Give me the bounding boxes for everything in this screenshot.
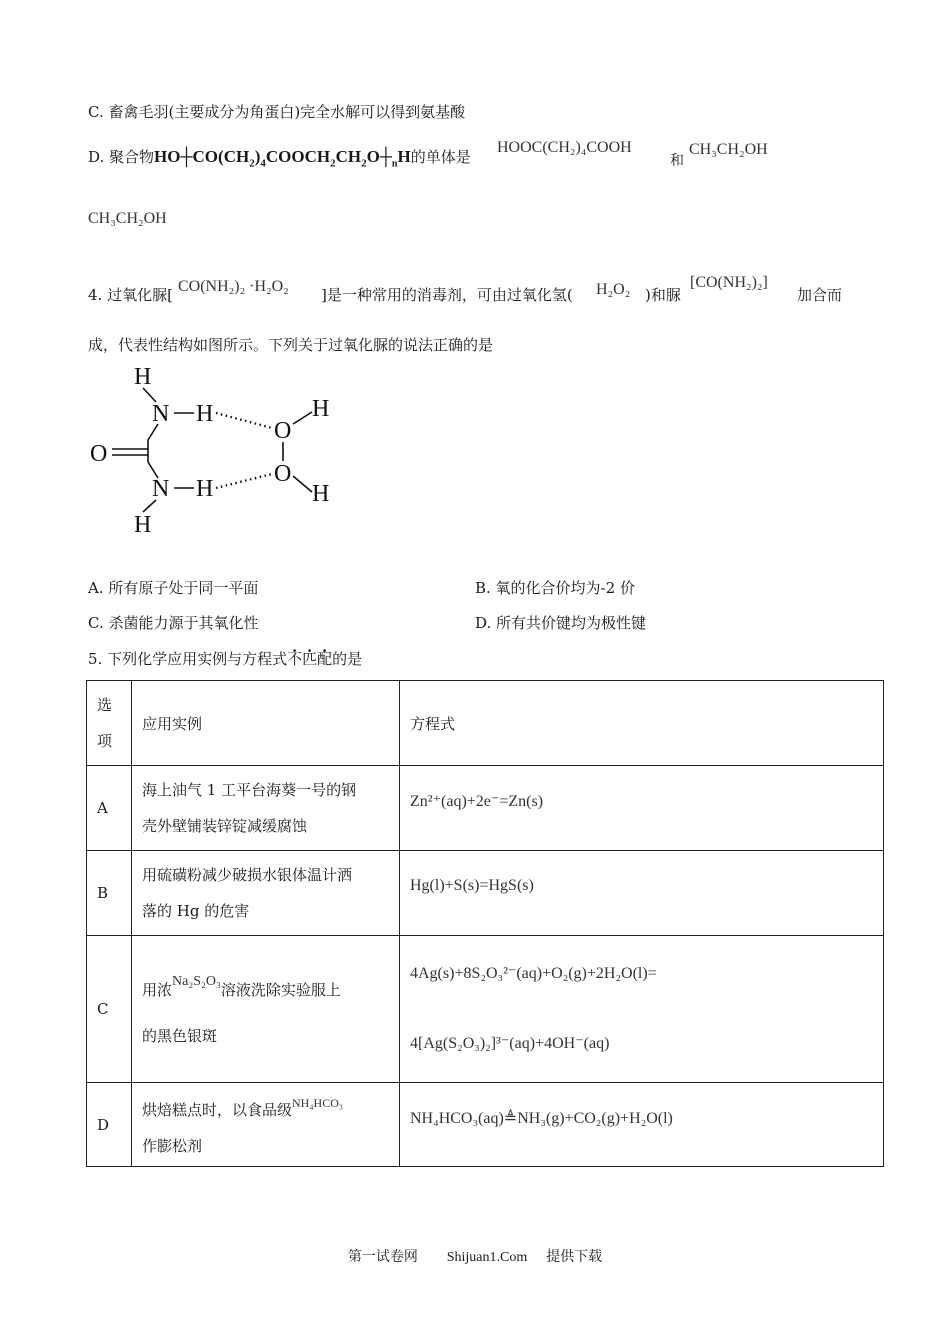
row-option: C bbox=[87, 936, 132, 1083]
table-row bbox=[87, 851, 884, 936]
q4-stem-line2: 成，代表性结构如图所示。下列关于过氧化脲的说法正确的是 bbox=[88, 336, 494, 354]
row-example: 用硫磺粉减少破损水银体温计洒 落的 Hg 的危害 bbox=[132, 851, 400, 936]
q3-option-d-middle: 的单体是 bbox=[410, 148, 471, 166]
q5-table bbox=[86, 680, 884, 1167]
q4-structure-diagram bbox=[86, 360, 346, 540]
row-example: 烘焙糕点时，以食品级$^{NH_4HCO_3}$ 作膨松剂 bbox=[132, 1083, 400, 1167]
header-option: 选 项 bbox=[87, 681, 132, 766]
q4-formula-urea-peroxide: CO(NH₂)₂ ·H₂O₂ bbox=[178, 278, 289, 295]
row-equation: Hg(l)+S(s)=HgS(s) bbox=[400, 851, 884, 936]
q4-option-b: B. 氧的化合价均为-2 价 bbox=[475, 579, 635, 597]
header-example: 应用实例 bbox=[132, 681, 400, 766]
footer-left: 第一试卷网 bbox=[347, 1249, 418, 1265]
q3-and: 和 bbox=[670, 153, 684, 169]
emphasis-char: 配 bbox=[317, 650, 333, 668]
q4-stem-part3: )和脲 bbox=[645, 286, 681, 304]
q3-option-d-prefix: D. 聚合物 bbox=[88, 148, 155, 166]
q5-stem: 5. 下列化学应用实例与方程式不匹配的是 bbox=[88, 650, 363, 668]
q3-option-d bbox=[88, 146, 471, 169]
bond-h-n-bottom bbox=[143, 500, 156, 512]
hydrogen-bond-upper bbox=[216, 413, 272, 428]
row-example: 用浓Na₂S₂O₃溶液洗除实验服上 的黑色银斑 bbox=[132, 936, 400, 1083]
atom-h-o-lower: H bbox=[312, 481, 330, 507]
atom-h-n-top: H bbox=[196, 401, 214, 427]
row-equation: 4Ag(s)+8S₂O₃²⁻(aq)+O₂(g)+2H₂O(l)= 4[Ag(S₂O₃)₂]³⁻(aq)+4OH⁻(aq) bbox=[400, 936, 884, 1083]
q3-extra-formula: CH₃CH₂OH bbox=[88, 210, 167, 227]
q4-option-d: D. 所有共价键均为极性键 bbox=[475, 614, 647, 632]
footer-site: Shijuan1.Com bbox=[446, 1250, 528, 1265]
bond-o-h-lower bbox=[293, 476, 312, 492]
atom-h-n-bottom: H bbox=[196, 476, 214, 502]
hydrogen-bond-lower bbox=[216, 474, 272, 488]
bond-h-n-top bbox=[143, 388, 156, 402]
emphasis-char: 不 bbox=[287, 650, 303, 668]
emphasis-char: 匹 bbox=[302, 650, 318, 668]
atom-o-carbonyl: O bbox=[90, 441, 108, 467]
page-footer bbox=[0, 1246, 950, 1266]
q3-polymer-formula: $HO┼CO(CH_2)_4COOCH_2CH_2O┼_nH$ bbox=[154, 147, 411, 170]
row-example: 海上油气 1 工平台海葵一号的钢 壳外壁铺装锌锭减缓腐蚀 bbox=[132, 766, 400, 851]
q4-stem-part4: 加合而 bbox=[797, 286, 843, 304]
row-option: A bbox=[87, 766, 132, 851]
atom-h-o-upper: H bbox=[312, 396, 330, 422]
q4-stem-part2: ]是一种常用的消毒剂，可由过氧化氢( bbox=[321, 286, 573, 304]
table-header-row bbox=[87, 681, 884, 766]
table-row bbox=[87, 936, 884, 1083]
bond-o-h-upper bbox=[293, 412, 312, 424]
atom-n-top: N bbox=[152, 401, 170, 427]
q3-option-c: C. 畜禽毛羽(主要成分为角蛋白)完全水解可以得到氨基酸 bbox=[88, 103, 466, 121]
row-equation: Zn²⁺(aq)+2e⁻=Zn(s) bbox=[400, 766, 884, 851]
atom-h-top: H bbox=[134, 364, 152, 390]
row-option: D bbox=[87, 1083, 132, 1167]
q4-option-c: C. 杀菌能力源于其氧化性 bbox=[88, 614, 259, 632]
q4-formula-h2o2: H₂O₂ bbox=[596, 281, 631, 298]
row-option: B bbox=[87, 851, 132, 936]
q3-monomer-1: HOOC(CH₂)₄COOH bbox=[497, 139, 632, 156]
table-row bbox=[87, 1083, 884, 1167]
q4-formula-urea: [CO(NH₂)₂] bbox=[690, 274, 768, 291]
q4-stem-line1: 4. 过氧化脲[ bbox=[88, 286, 173, 304]
header-equation: 方程式 bbox=[400, 681, 884, 766]
footer-right: 提供下载 bbox=[546, 1249, 603, 1265]
q4-option-a: A. 所有原子处于同一平面 bbox=[88, 579, 259, 597]
atom-n-bottom: N bbox=[152, 476, 170, 502]
atom-o-upper: O bbox=[274, 418, 292, 444]
q3-monomer-2: CH₃CH₂OH bbox=[689, 141, 768, 158]
table-row bbox=[87, 766, 884, 851]
atom-h-bottom: H bbox=[134, 512, 152, 538]
row-equation: NH₄HCO₃(aq)≜NH₃(g)+CO₂(g)+H₂O(l) bbox=[400, 1083, 884, 1167]
atom-o-lower: O bbox=[274, 461, 292, 487]
